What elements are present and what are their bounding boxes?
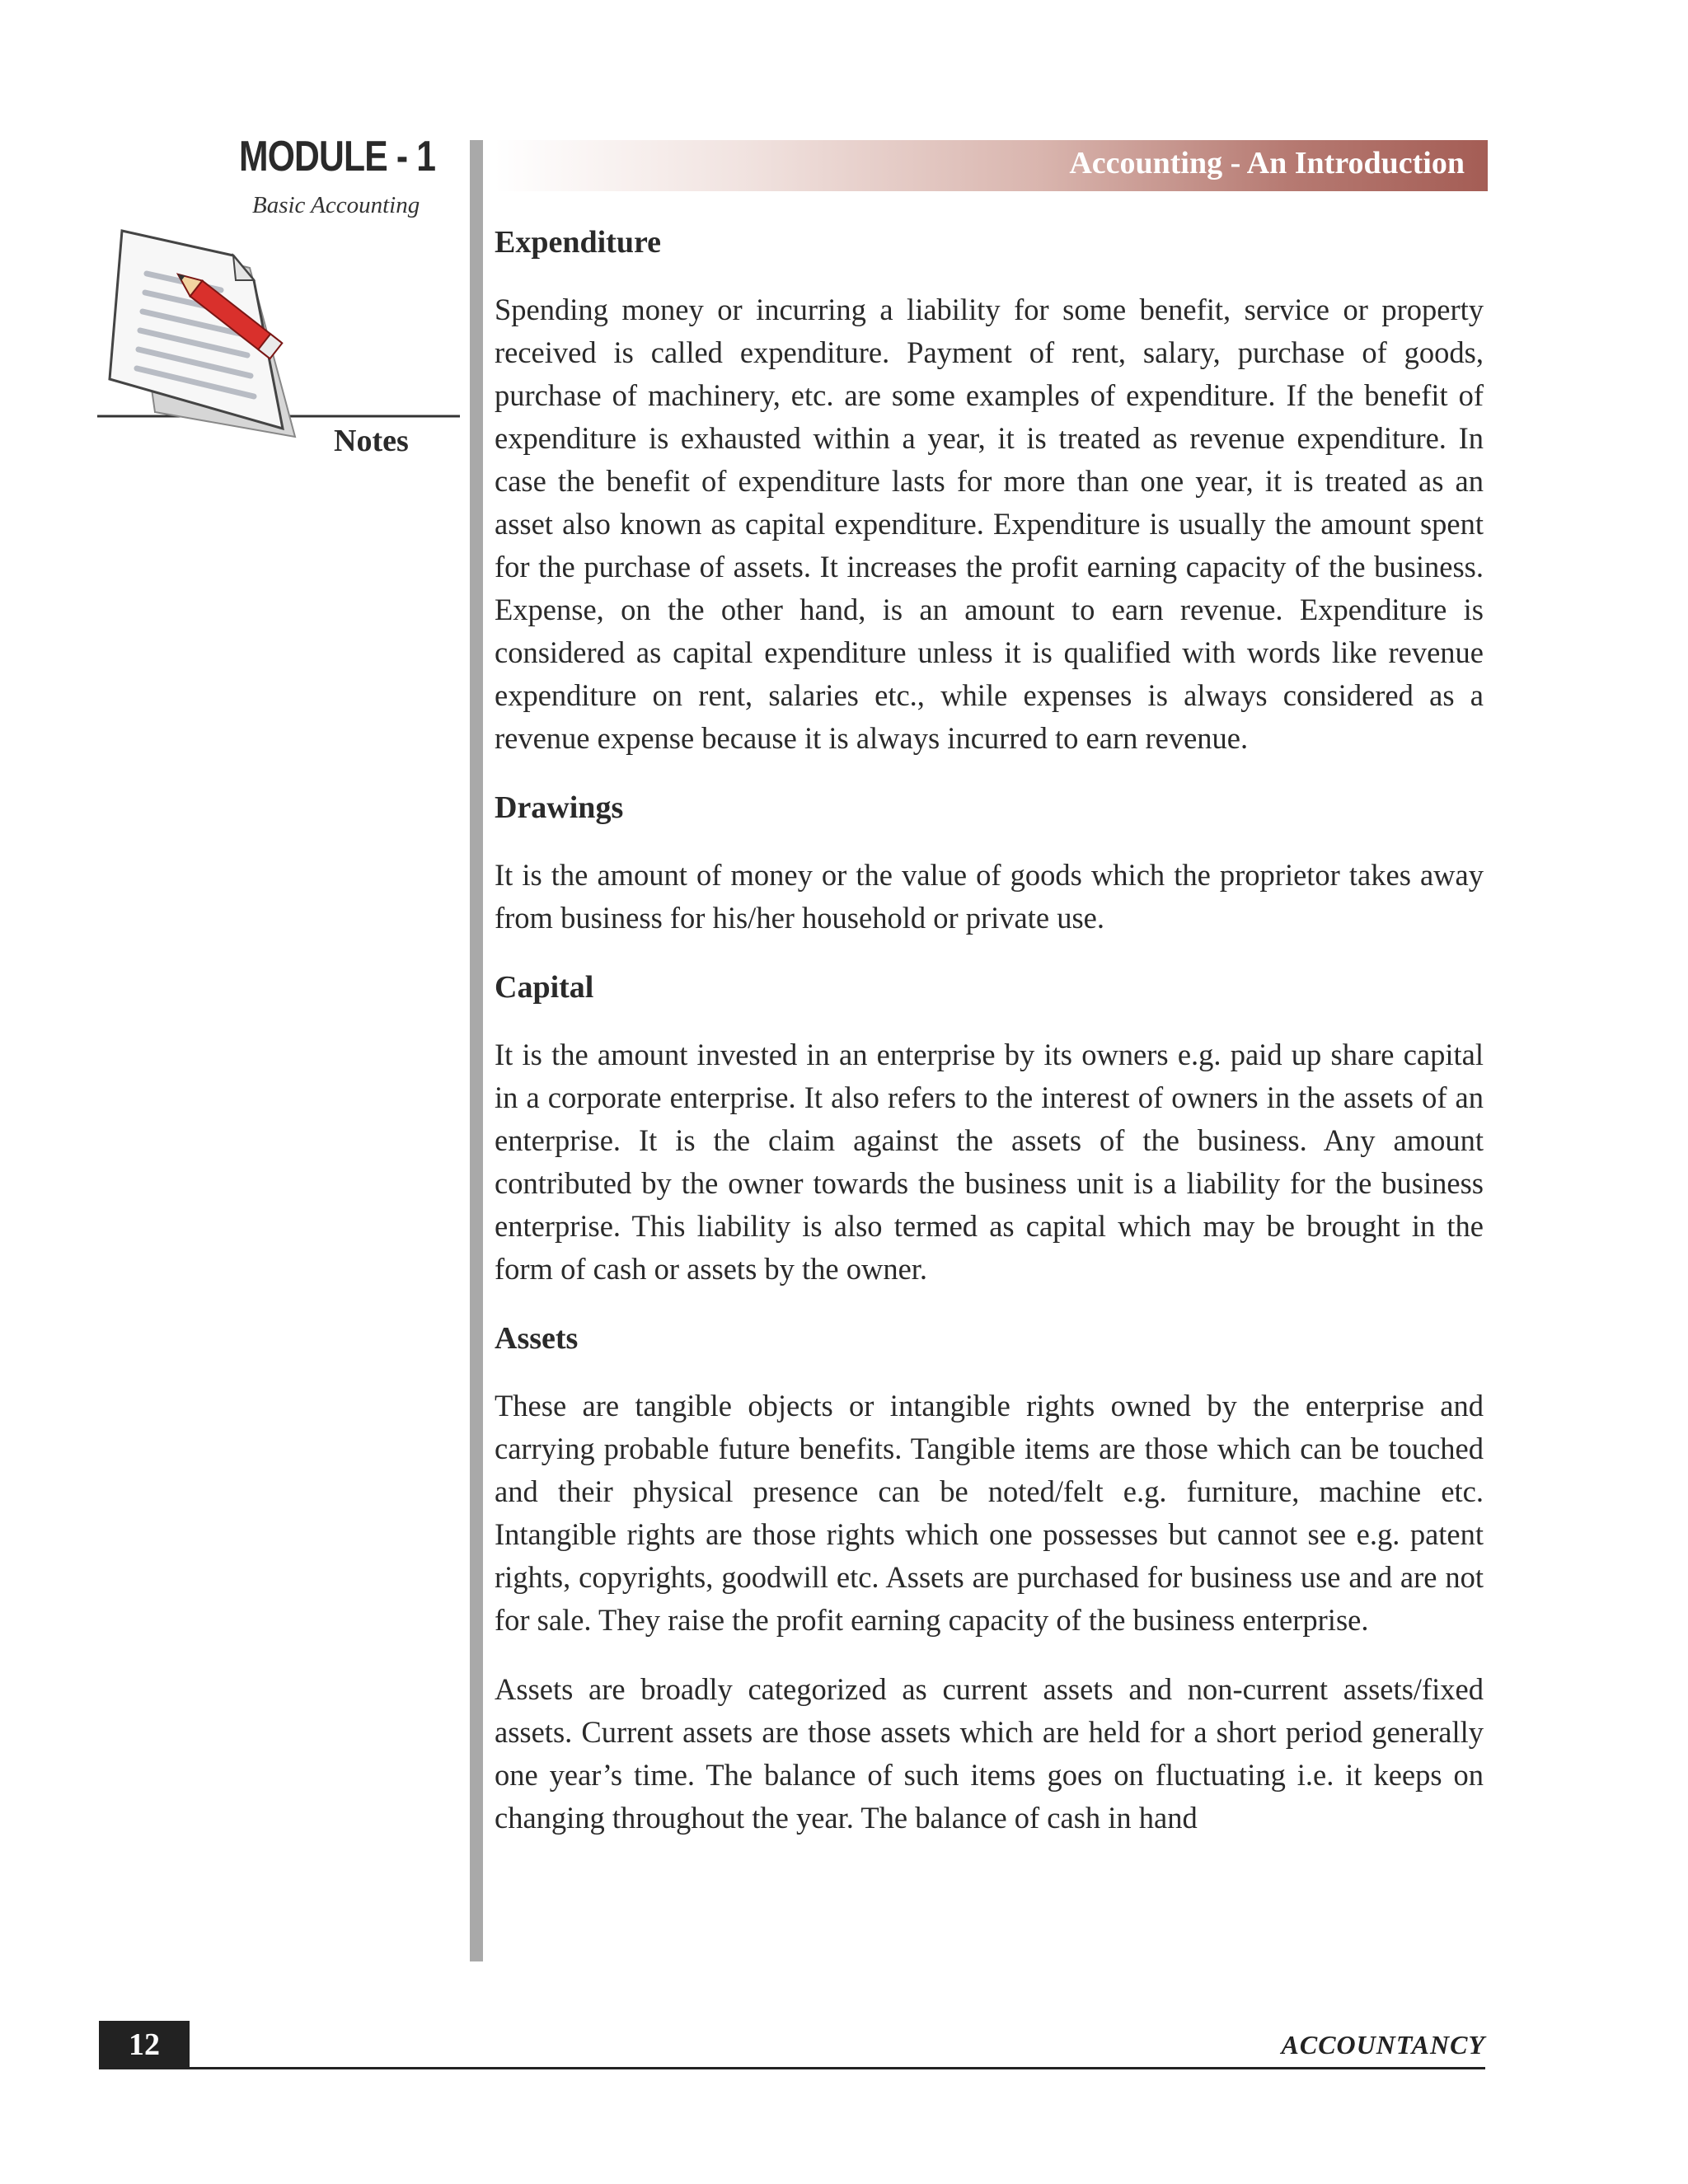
paragraph: It is the amount of money or the value of goods which the proprietor takes away from business for his/her household or private use. (495, 858, 1484, 935)
module-title: MODULE - 1 (239, 133, 436, 180)
notes-label: Notes (334, 424, 409, 458)
page-number-box (99, 2021, 190, 2069)
section-capital (495, 966, 1484, 1291)
section-assets (495, 1317, 1484, 1840)
module-subtitle: Basic Accounting (252, 192, 420, 218)
section-drawings (495, 786, 1484, 940)
section-heading: Expenditure (495, 225, 662, 260)
paragraph: These are tangible objects or intangible rights owned by the enterprise and carrying probable future benefits. Tangible items are those which can be touched and their physical presence can be noted/felt e.g. furniture, machine etc. Intangible rights are those rights which one possesses but cannot see e.g. patent rights, copyrights, goodwill etc. Assets are purchased for business use and are not for sale. They raise the profit earning capacity of the business enterprise. (495, 1389, 1484, 1637)
chapter-title: Accounting - An Introduction (1069, 146, 1465, 180)
footer-rule (99, 2067, 1485, 2069)
section-heading: Drawings (495, 790, 624, 825)
footer-subject: ACCOUNTANCY (1281, 2030, 1485, 2060)
main-content (495, 221, 1484, 1866)
section-heading: Capital (495, 970, 594, 1005)
section-expenditure (495, 221, 1484, 760)
page-number: 12 (129, 2027, 160, 2062)
paragraph: Assets are broadly categorized as current assets and non-current assets/fixed assets. Current assets are those assets which are held for a short period generally one year’s time. The balance of such items goes on fluctuating i.e. it keeps on changing throughout the year. The balance of cash in hand (495, 1672, 1484, 1835)
chapter-header (495, 140, 1488, 191)
paragraph: Spending money or incurring a liability for some benefit, service or property received is called expenditure. Payment of rent, salary, purchase of goods, purchase of machinery, etc. are some examples of expenditure. If the benefit of expenditure is exhausted within a year, it is treated as revenue expenditure. In case the benefit of expenditure lasts for more than one year, it is treated as an asset also known as capital expenditure. Expenditure is usually the amount spent for the purchase of assets. It increases the profit earning capacity of the business. Expense, on the other hand, is an amount to earn revenue. Expenditure is considered as capital expenditure unless it is qualified with words like revenue expenditure on rent, salaries etc., while expenses is always considered as a revenue expense because it is always incurred to earn revenue. (495, 293, 1484, 755)
margin-rule (470, 140, 483, 1961)
section-heading: Assets (495, 1321, 579, 1356)
paragraph: It is the amount invested in an enterprise by its owners e.g. paid up share capital in a corporate enterprise. It also refers to the interest of owners in the assets of an enterprise. It is the claim against the assets of the business. Any amount contributed by the owner towards the business unit is a liability for the business enterprise. This liability is also termed as capital which may be brought in the form of cash or assets by the owner. (495, 1038, 1484, 1286)
